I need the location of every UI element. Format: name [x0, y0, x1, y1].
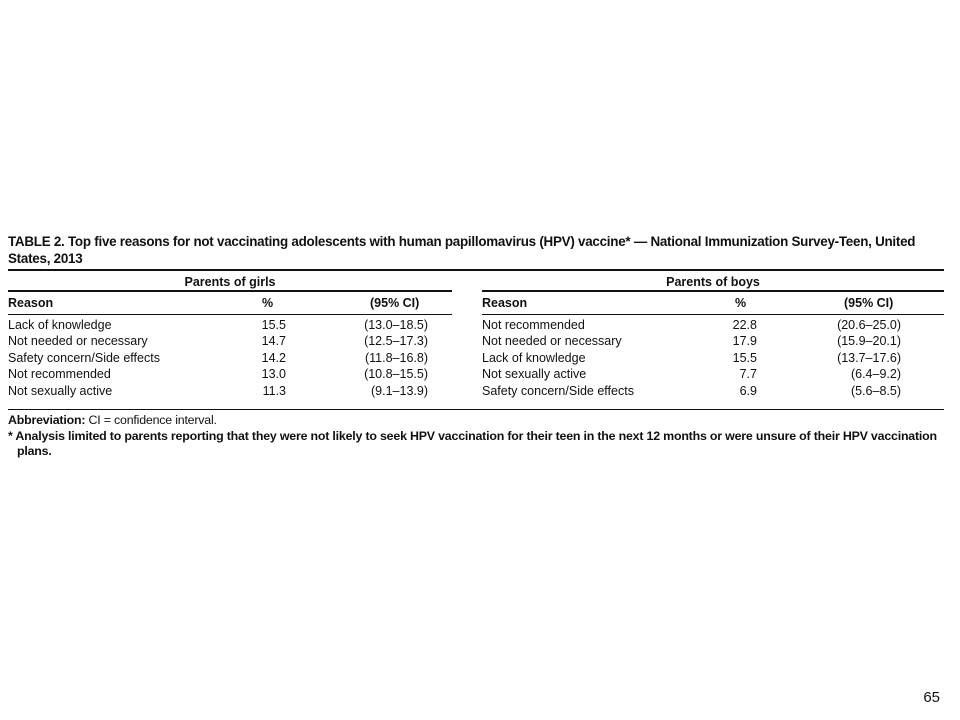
ci-cell: (10.8–15.5) — [364, 367, 428, 382]
boys-ci-header: (95% CI) — [844, 296, 894, 310]
abbreviation-note — [8, 413, 948, 428]
abbreviation-label: Abbreviation: — [8, 413, 86, 427]
reason-cell: Safety concern/Side effects — [482, 383, 634, 398]
table-row — [482, 333, 944, 349]
hpv-table — [8, 233, 944, 408]
girls-group — [8, 271, 452, 399]
girls-rows — [8, 315, 452, 399]
pct-cell: 22.8 — [732, 318, 757, 332]
table-groups — [8, 271, 944, 408]
ci-cell: (15.9–20.1) — [837, 334, 901, 349]
pct-cell: 7.7 — [739, 367, 757, 382]
ci-cell: (5.6–8.5) — [850, 383, 901, 398]
reason-cell: Lack of knowledge — [8, 318, 112, 332]
table-bottom-rule — [8, 409, 944, 410]
boys-column-headers — [482, 292, 944, 314]
boys-group — [482, 271, 944, 399]
ci-cell: (13.7–17.6) — [837, 350, 901, 365]
pct-cell: 15.5 — [732, 350, 757, 365]
pct-cell: 6.9 — [739, 383, 757, 398]
pct-cell: 13.0 — [261, 367, 286, 382]
girls-pct-header: % — [262, 296, 274, 310]
ci-cell: (12.5–17.3) — [364, 334, 428, 349]
boys-rows — [482, 315, 944, 399]
page-number: 65 — [923, 689, 940, 706]
girls-column-headers — [8, 292, 452, 314]
reason-cell: Not recommended — [8, 367, 111, 382]
table-row — [8, 350, 452, 366]
boys-group-header: Parents of boys — [666, 275, 760, 289]
pct-cell: 17.9 — [732, 334, 757, 349]
table-title: TABLE 2. Top five reasons for not vaccinating adolescents with human papillomavirus (HPV) vaccine* — National Immunization Survey-Teen, United States, 2013 — [8, 234, 916, 266]
table-row — [482, 317, 944, 333]
reason-cell: Lack of knowledge — [482, 350, 586, 365]
girls-reason-header: Reason — [8, 296, 54, 310]
table-row — [8, 366, 452, 382]
girls-ci-header: (95% CI) — [370, 296, 420, 310]
ci-cell: (20.6–25.0) — [837, 318, 901, 332]
pct-cell: 14.7 — [261, 334, 286, 349]
boys-pct-header: % — [735, 296, 747, 310]
boys-reason-header: Reason — [482, 296, 528, 310]
reason-cell: Not sexually active — [8, 383, 113, 398]
pct-cell: 14.2 — [261, 350, 286, 365]
abbreviation-text: CI = confidence interval. — [85, 413, 217, 427]
reason-cell: Not sexually active — [482, 367, 587, 382]
pct-cell: 11.3 — [262, 383, 286, 398]
table-row — [8, 317, 452, 333]
table-row — [8, 333, 452, 349]
pct-cell: 15.5 — [261, 318, 286, 332]
girls-group-header: Parents of girls — [184, 275, 276, 289]
ci-cell: (9.1–13.9) — [371, 383, 428, 398]
reason-cell: Not needed or necessary — [482, 334, 622, 349]
table-row — [482, 383, 944, 399]
table-row — [482, 366, 944, 382]
reason-cell: Safety concern/Side effects — [8, 350, 160, 365]
ci-cell: (13.0–18.5) — [364, 318, 428, 332]
table-row — [482, 350, 944, 366]
reason-cell: Not needed or necessary — [8, 334, 148, 349]
ci-cell: (11.8–16.8) — [364, 350, 428, 365]
asterisk-note: * Analysis limited to parents reporting that they were not likely to seek HPV vaccination for their teen in the next 12 months or were unsure of their HPV vaccination plans. — [8, 429, 937, 458]
reason-cell: Not recommended — [482, 318, 585, 332]
table-footnotes — [8, 413, 948, 459]
ci-cell: (6.4–9.2) — [850, 367, 901, 382]
table-row — [8, 383, 452, 399]
